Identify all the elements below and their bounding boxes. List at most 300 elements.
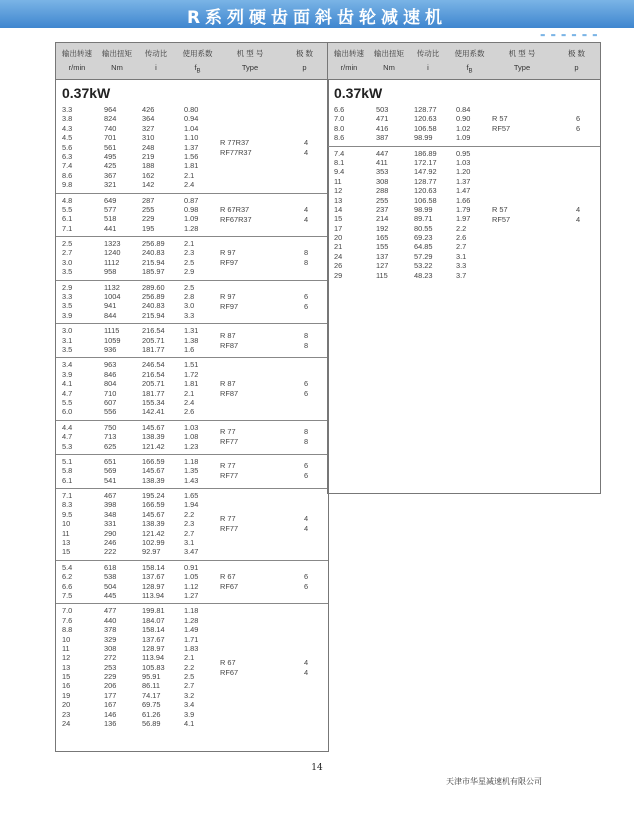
spec-group (328, 146, 600, 283)
cell-value: 2.3 (184, 248, 195, 258)
cell-value: 2.6 (184, 407, 195, 417)
cell-value: 137.67 (142, 572, 165, 582)
model-type (492, 205, 510, 225)
table-row (56, 205, 328, 214)
cell-value: 1.94 (184, 500, 199, 510)
pole-count (300, 427, 312, 447)
table-row (56, 563, 328, 572)
cell-value: 5.5 (62, 397, 73, 407)
cell-value: 1.23 (184, 441, 199, 451)
table-header (56, 43, 328, 80)
cell-value: 192 (376, 223, 389, 233)
spec-rows (328, 147, 600, 283)
cell-value: 651 (104, 456, 117, 466)
cell-value: 56.89 (142, 719, 161, 729)
table-row (56, 326, 328, 335)
cell-value: 1323 (104, 239, 121, 249)
cell-value: 398 (104, 500, 117, 510)
model-type-label: RF77 (220, 471, 239, 481)
table-header (328, 43, 600, 80)
cell-value: 4.1 (184, 719, 195, 729)
header-label-zh: 输出转速 (334, 49, 364, 58)
model-type-label: RF87 (220, 389, 239, 399)
cell-value: 14 (334, 204, 343, 214)
cell-value: 120.63 (414, 186, 437, 196)
table-row (56, 370, 328, 379)
header-unit-text: r/min (340, 63, 358, 72)
cell-value: 387 (376, 133, 389, 143)
cell-value: 1.35 (184, 466, 199, 476)
cell-value: 378 (104, 625, 117, 635)
cell-value: 2.5 (184, 672, 195, 682)
header-label-unit (219, 63, 281, 72)
cell-value: 128.97 (142, 643, 165, 653)
cell-value: 162 (142, 170, 155, 180)
spec-group (328, 103, 600, 146)
cell-value: 327 (142, 123, 155, 133)
table-row (56, 491, 328, 500)
pole-value: 4 (575, 204, 581, 214)
header-label-unit (448, 63, 491, 75)
company-name: 天津市华星减速机有限公司 (446, 777, 542, 786)
table-row (328, 177, 600, 186)
cell-value: 3.3 (456, 261, 467, 271)
cell-value: 0.80 (184, 105, 199, 114)
table-row (56, 161, 328, 170)
model-type (220, 205, 252, 225)
cell-value: 964 (104, 105, 117, 114)
header-label-zh: 输出转速 (62, 49, 92, 58)
cell-value: 538 (104, 572, 117, 582)
cell-value: 105.83 (142, 662, 165, 672)
cell-value: 145.67 (142, 509, 165, 519)
cell-value: 846 (104, 369, 117, 379)
table-row (328, 149, 600, 158)
cell-value: 9.4 (334, 167, 345, 177)
cell-value: 2.7 (62, 248, 73, 258)
cell-value: 184.07 (142, 615, 165, 625)
table-row (328, 242, 600, 251)
cell-value: 106.58 (414, 195, 437, 205)
pole-value: 6 (575, 114, 581, 124)
cell-value: 15 (62, 672, 71, 682)
cell-value: 7.5 (62, 590, 73, 600)
table-row (56, 710, 328, 719)
pole-count (572, 114, 584, 134)
cell-value: 3.5 (62, 301, 73, 311)
cell-value: 329 (104, 634, 117, 644)
model-type (492, 114, 510, 134)
cell-value: 8.3 (62, 500, 73, 510)
cell-value: 3.1 (62, 335, 73, 345)
cell-value: 2.2 (184, 509, 195, 519)
title-banner (0, 0, 634, 28)
spec-group (56, 357, 328, 419)
cell-value: 750 (104, 422, 117, 432)
cell-value: 7.4 (334, 148, 345, 158)
cell-value: 256.89 (142, 292, 165, 302)
table-row (56, 582, 328, 591)
cell-value: 4.7 (62, 432, 73, 442)
pole-count (300, 138, 312, 158)
pole-count (300, 248, 312, 268)
model-type-label: R 67R37 (220, 204, 250, 214)
cell-value: 1.56 (184, 151, 199, 161)
cell-value: 1.18 (184, 606, 199, 616)
cell-value: 467 (104, 491, 117, 501)
cell-value: 1.04 (184, 123, 199, 133)
table-row (56, 635, 328, 644)
cell-value: 1112 (104, 257, 120, 267)
cell-value: 3.0 (184, 301, 195, 311)
cell-value: 3.2 (184, 690, 195, 700)
cell-value: 0.90 (456, 114, 471, 124)
cell-value: 24 (62, 719, 71, 729)
table-row (56, 423, 328, 432)
table-row (56, 519, 328, 528)
model-type-label: RF67 (220, 667, 239, 677)
cell-value: 289.60 (142, 282, 165, 292)
cell-value: 21 (334, 242, 343, 252)
pole-value: 6 (303, 389, 309, 399)
header-label-unit (553, 63, 600, 72)
model-type-label: RF57 (492, 124, 511, 134)
header-unit-text: p (302, 63, 307, 72)
header-unit-text: Type (513, 63, 531, 72)
table-row (56, 398, 328, 407)
header-unit-text: i (427, 63, 429, 72)
cell-value: 445 (104, 590, 117, 600)
cell-value: 1.08 (184, 432, 199, 442)
cell-value: 1.43 (184, 475, 199, 485)
spec-rows (56, 489, 328, 560)
cell-value: 353 (376, 167, 389, 177)
cell-value: 181.77 (142, 388, 165, 398)
cell-value: 3.5 (62, 344, 73, 354)
cell-value: 310 (142, 133, 155, 143)
cell-value: 102.99 (142, 538, 165, 548)
cell-value: 155.34 (142, 397, 165, 407)
cell-value: 181.77 (142, 344, 165, 354)
model-type-label: RF77R37 (220, 147, 252, 157)
cell-value: 804 (104, 379, 117, 389)
cell-value: 5.4 (62, 562, 73, 572)
header-unit-text: f (466, 63, 469, 72)
cell-value: 155 (376, 242, 389, 252)
cell-value: 3.8 (62, 114, 73, 124)
cell-value: 1.49 (184, 625, 199, 635)
table-row (328, 133, 600, 142)
model-type (220, 331, 238, 351)
cell-value: 2.4 (184, 397, 195, 407)
cell-value: 4.1 (62, 379, 73, 389)
cell-value: 477 (104, 606, 117, 616)
cell-value: 1059 (104, 335, 121, 345)
cell-value: 1115 (104, 326, 120, 336)
pole-value: 4 (575, 214, 581, 224)
header-label-zh: 使用系数 (454, 49, 485, 58)
pole-value: 6 (303, 572, 309, 582)
table-row (56, 379, 328, 388)
cell-value: 6.1 (62, 475, 73, 485)
header-unit-text: f (194, 63, 197, 72)
cell-value: 5.3 (62, 441, 73, 451)
cell-value: 3.9 (62, 310, 73, 320)
model-type (220, 658, 238, 678)
table-row (56, 476, 328, 485)
cell-value: 12 (334, 186, 343, 196)
table-row (56, 591, 328, 600)
spec-group (56, 603, 328, 731)
model-type-label: R 77 (220, 514, 236, 524)
table-row (56, 681, 328, 690)
cell-value: 142 (142, 180, 155, 190)
pole-value: 4 (303, 524, 309, 534)
spec-rows (56, 455, 328, 488)
cell-value: 8.0 (334, 123, 345, 133)
model-type-label: R 87 (220, 330, 236, 340)
cell-value: 3.3 (184, 310, 195, 320)
spec-rows (56, 237, 328, 280)
cell-value: 3.0 (62, 326, 73, 336)
pole-count (300, 331, 312, 351)
cell-value: 701 (104, 133, 117, 143)
model-type-label: R 97 (220, 248, 236, 258)
left-spec-table (55, 42, 329, 752)
header-label-unit (281, 63, 328, 72)
cell-value: 287 (142, 195, 155, 205)
table-row (56, 500, 328, 509)
pole-value: 6 (575, 124, 581, 134)
header-label-zh: 机 型 号 (236, 49, 264, 58)
table-row (56, 336, 328, 345)
cell-value: 1.37 (184, 142, 199, 152)
cell-value: 147.92 (414, 167, 437, 177)
cell-value: 11 (62, 643, 70, 653)
cell-value: 5.1 (62, 456, 73, 466)
cell-value: 426 (142, 105, 155, 114)
cell-value: 2.1 (184, 170, 195, 180)
cell-value: 214 (376, 214, 389, 224)
cell-value: 1.51 (184, 360, 199, 370)
cell-value: 1.28 (184, 223, 199, 233)
cell-value: 0.87 (184, 195, 199, 205)
cell-value: 24 (334, 251, 343, 261)
cell-value: 2.5 (62, 239, 73, 249)
cell-value: 1.12 (184, 581, 199, 591)
pole-value: 6 (303, 379, 309, 389)
cell-value: 15 (334, 214, 343, 224)
cell-value: 471 (376, 114, 389, 124)
cell-value: 1.37 (456, 176, 471, 186)
cell-value: 556 (104, 407, 117, 417)
spec-rows (56, 194, 328, 237)
cell-value: 2.1 (184, 239, 195, 249)
spec-group (56, 236, 328, 280)
model-type-label: RF97 (220, 301, 239, 311)
table-row (56, 124, 328, 133)
table-row (328, 224, 600, 233)
table-row (56, 283, 328, 292)
cell-value: 1.97 (456, 214, 471, 224)
cell-value: 3.9 (184, 709, 195, 719)
cell-value: 1.03 (184, 422, 199, 432)
cell-value: 216.54 (142, 369, 165, 379)
model-type-label: RF67R37 (220, 214, 252, 224)
cell-value: 495 (104, 151, 117, 161)
cell-value: 1.28 (184, 615, 199, 625)
cell-value: 0.95 (456, 148, 471, 158)
cell-value: 440 (104, 615, 117, 625)
cell-value: 145.67 (142, 422, 165, 432)
header-label-zh: 极 数 (567, 49, 586, 58)
table-row (56, 653, 328, 662)
cell-value: 240.83 (142, 301, 165, 311)
cell-value: 1.03 (456, 157, 471, 167)
table-row (56, 606, 328, 615)
spec-group (56, 323, 328, 357)
cell-value: 172.17 (414, 157, 437, 167)
cell-value: 2.3 (184, 519, 195, 529)
cell-value: 7.0 (62, 606, 73, 616)
cell-value: 195 (142, 223, 155, 233)
model-type-label: R 77 (220, 427, 236, 437)
cell-value: 1.31 (184, 326, 199, 336)
model-type-label: R 87 (220, 379, 236, 389)
table-row (56, 114, 328, 123)
header-label-unit (136, 63, 176, 72)
model-type-label: R 97 (220, 291, 236, 301)
header-label-zh: 使用系数 (182, 49, 213, 58)
cell-value: 2.9 (62, 282, 73, 292)
cell-value: 74.17 (142, 690, 161, 700)
spec-rows (56, 358, 328, 419)
table-row (328, 186, 600, 195)
cell-value: 936 (104, 344, 117, 354)
table-row (328, 124, 600, 133)
cell-value: 0.98 (184, 204, 199, 214)
cell-value: 165 (376, 233, 389, 243)
cell-value: 11 (62, 528, 70, 538)
cell-value: 2.8 (184, 292, 195, 302)
table-row (56, 529, 328, 538)
cell-value: 61.26 (142, 709, 161, 719)
pole-value: 4 (303, 204, 309, 214)
spec-rows (328, 103, 600, 146)
banner-title: R系列硬齿面斜齿轮减速机 (186, 8, 448, 28)
cell-value: 167 (104, 700, 117, 710)
pole-count (300, 658, 312, 678)
table-row (56, 407, 328, 416)
header-unit-text: i (155, 63, 157, 72)
pole-value: 6 (303, 301, 309, 311)
cell-value: 5.5 (62, 204, 73, 214)
cell-value: 1.65 (184, 491, 199, 501)
model-type-label: RF87 (220, 340, 239, 350)
cell-value: 95.91 (142, 672, 161, 682)
cell-value: 7.6 (62, 615, 73, 625)
spec-rows (56, 604, 328, 731)
page-number: 14 (311, 763, 323, 773)
model-type (220, 572, 238, 592)
table-row (328, 271, 600, 280)
pole-count (300, 205, 312, 225)
model-type-label: R 57 (492, 204, 508, 214)
cell-value: 121.42 (142, 528, 165, 538)
cell-value: 98.99 (414, 204, 433, 214)
spec-group (56, 280, 328, 324)
table-row (56, 691, 328, 700)
table-row (56, 538, 328, 547)
cell-value: 844 (104, 310, 117, 320)
model-type (220, 379, 238, 399)
table-row (328, 105, 600, 114)
cell-value: 113.94 (142, 653, 165, 663)
cell-value: 4.3 (62, 123, 73, 133)
cell-value: 348 (104, 509, 117, 519)
cell-value: 248 (142, 142, 155, 152)
header-label-zh: 传动比 (416, 49, 440, 58)
cell-value: 1.02 (456, 123, 471, 133)
model-type-label: RF57 (492, 214, 511, 224)
cell-value: 713 (104, 432, 117, 442)
cell-value: 1240 (104, 248, 121, 258)
pole-value: 6 (303, 582, 309, 592)
table-row (56, 572, 328, 581)
cell-value: 3.1 (184, 538, 195, 548)
cell-value: 9.8 (62, 180, 73, 190)
cell-value: 331 (104, 519, 117, 529)
header-label-unit (328, 63, 370, 72)
header-label-unit (56, 63, 98, 72)
cell-value: 89.71 (414, 214, 433, 224)
cell-value: 6.0 (62, 407, 73, 417)
cell-value: 10 (62, 519, 71, 529)
cell-value: 963 (104, 360, 117, 370)
header-label-unit (491, 63, 553, 72)
header-label-zh: 输出扭矩 (374, 49, 404, 58)
cell-value: 6.6 (334, 105, 345, 114)
spec-rows (56, 324, 328, 357)
cell-value: 142.41 (142, 407, 165, 417)
spec-rows (56, 103, 328, 193)
table-row (56, 311, 328, 320)
cell-value: 128.97 (142, 581, 165, 591)
cell-value: 12 (62, 653, 71, 663)
cell-value: 7.1 (62, 223, 73, 233)
cell-value: 503 (376, 105, 389, 114)
cell-value: 195.24 (142, 491, 165, 501)
cell-value: 4.4 (62, 422, 73, 432)
table-row (56, 644, 328, 653)
cell-value: 11 (334, 176, 342, 186)
cell-value: 607 (104, 397, 117, 407)
cell-value: 8.6 (334, 133, 345, 143)
pole-value: 4 (303, 214, 309, 224)
cell-value: 166.59 (142, 456, 165, 466)
header-label-unit (98, 63, 136, 72)
cell-value: 9.5 (62, 509, 73, 519)
cell-value: 1.83 (184, 643, 199, 653)
cell-value: 199.81 (142, 606, 165, 616)
table-row (56, 616, 328, 625)
table-row (56, 719, 328, 728)
table-row (328, 233, 600, 242)
cell-value: 215.94 (142, 310, 165, 320)
cell-value: 19 (62, 690, 71, 700)
cell-value: 246.54 (142, 360, 165, 370)
pole-value: 6 (303, 291, 309, 301)
